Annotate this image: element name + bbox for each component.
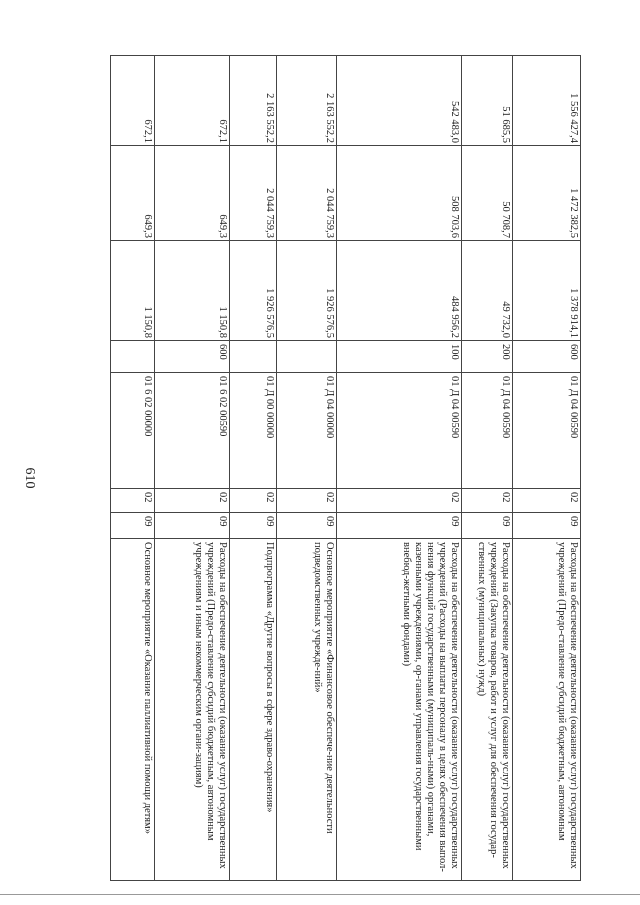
table-cell-row-name [110, 538, 155, 881]
table-cell-value-2023 [276, 240, 337, 341]
table-cell-pr-code [336, 488, 462, 513]
cell-text: 09 [142, 516, 153, 527]
cell-text: 1 926 576,5 [324, 288, 335, 338]
table-cell-gr-code [512, 512, 581, 539]
cell-text: 600 [568, 344, 579, 360]
cell-text: 2 163 552,2 [324, 93, 335, 143]
table-cell-pr-code [229, 488, 277, 513]
cell-text: 600 [217, 344, 228, 360]
cell-text: 01 Д 04 00590 [500, 376, 511, 439]
cell-text: 01 Д 04 00590 [449, 376, 460, 439]
table-cell-row-name [276, 538, 337, 881]
cell-text: 51 685,5 [500, 106, 511, 143]
cell-text: 672,1 [142, 119, 153, 143]
table-cell-value-2023 [229, 240, 277, 341]
table-cell-value-2024 [110, 145, 155, 241]
table-cell-value-2024 [512, 145, 581, 241]
table-cell-pr-code [512, 488, 581, 513]
cell-text: 02 [142, 492, 153, 503]
table-cell-value-2023 [154, 240, 230, 341]
table-cell-csr-code [229, 372, 277, 489]
cell-text: 09 [264, 516, 275, 527]
table-cell-value-2025 [276, 55, 337, 146]
table-cell-value-2024 [461, 145, 513, 241]
cell-text: 02 [264, 492, 275, 503]
cell-text: 09 [568, 516, 579, 527]
cell-text: 09 [217, 516, 228, 527]
cell-text: 1 556 427,4 [568, 93, 579, 143]
cell-text: 1 926 576,5 [264, 288, 275, 338]
cell-text: 02 [568, 492, 579, 503]
table-cell-csr-code [512, 372, 581, 489]
table-cell-csr-code [276, 372, 337, 489]
cell-text: 2 044 759,3 [264, 188, 275, 238]
table-cell-value-2024 [154, 145, 230, 241]
cell-text: 01 Д 04 00000 [324, 376, 335, 439]
cell-text: Расходы на обеспечение деятельности (оказание услуг) государственных учреждений (Закупка товаров, работ и услуг для обеспечения государ-ственных (муниципальных) нужд) [476, 542, 511, 869]
cell-text: 1 150,8 [142, 306, 153, 338]
table-cell-value-2025 [154, 55, 230, 146]
table-cell-row-name [512, 538, 581, 881]
cell-text: 02 [217, 492, 228, 503]
table-cell-value-2023 [336, 240, 462, 341]
cell-text: 649,3 [142, 214, 153, 238]
table-cell-row-name [461, 538, 513, 881]
cell-text: 02 [324, 492, 335, 503]
cell-text: Расходы на обеспечение деятельности (оказание услуг) государственных учреждений (Предо-ставление субсидий бюджетным, автономным [556, 542, 579, 869]
table-cell-value-2023 [110, 240, 155, 341]
cell-text: 1 472 382,5 [568, 188, 579, 238]
table-cell-value-2025 [336, 55, 462, 146]
table-cell-csr-code [461, 372, 513, 489]
table-cell-vr-code [512, 340, 581, 373]
cell-text: 49 732,0 [500, 301, 511, 338]
bottom-rule [0, 894, 640, 895]
table-cell-value-2025 [229, 55, 277, 146]
cell-text: 2 163 552,2 [264, 93, 275, 143]
cell-text: 542 483,0 [449, 101, 460, 143]
cell-text: 02 [500, 492, 511, 503]
cell-text: 508 703,6 [449, 196, 460, 238]
cell-text: 649,3 [217, 214, 228, 238]
cell-text: 100 [449, 344, 460, 360]
cell-text: 2 044 759,3 [324, 188, 335, 238]
table-cell-gr-code [229, 512, 277, 539]
table-cell-value-2024 [229, 145, 277, 241]
cell-text: 01 6 02 00590 [217, 376, 228, 437]
cell-text: 01 Д 04 00590 [568, 376, 579, 439]
table-cell-pr-code [461, 488, 513, 513]
cell-text: 01 Д 00 00000 [264, 376, 275, 439]
cell-text: Подпрограмма «Другие вопросы в сфере здраво-охранения» [264, 542, 275, 813]
cell-text: 09 [500, 516, 511, 527]
page-number: 610 [22, 467, 37, 489]
cell-text: 484 956,2 [449, 296, 460, 338]
table-cell-gr-code [276, 512, 337, 539]
table-cell-row-name [336, 538, 462, 881]
cell-text: Основное мероприятие «Оказание паллиативной помощи детям» [142, 542, 153, 834]
cell-text: 200 [500, 344, 511, 360]
cell-text: 01 6 02 00000 [142, 376, 153, 437]
cell-text: 09 [324, 516, 335, 527]
cell-text: 02 [449, 492, 460, 503]
cell-text: 09 [449, 516, 460, 527]
cell-text: 50 708,7 [500, 201, 511, 238]
table-cell-vr-code [229, 340, 277, 373]
table-cell-vr-code [336, 340, 462, 373]
table-cell-value-2024 [276, 145, 337, 241]
table-cell-vr-code [461, 340, 513, 373]
table-cell-value-2025 [110, 55, 155, 146]
table-cell-gr-code [336, 512, 462, 539]
table-cell-value-2023 [512, 240, 581, 341]
cell-text: 1 150,8 [217, 306, 228, 338]
table-cell-csr-code [110, 372, 155, 489]
cell-text [111, 341, 155, 373]
table-cell-row-name [229, 538, 277, 881]
cell-text: Расходы на обеспечение деятельности (оказание услуг) государственных учреждений (Предо-ставление субсидий бюджетным, автономным учреждениям и иным некоммерческим органи-зациям) [193, 542, 228, 869]
table-cell-vr-code [276, 340, 337, 373]
cell-text: 1 378 914,1 [568, 288, 579, 338]
table-cell-pr-code [154, 488, 230, 513]
table-cell-pr-code [110, 488, 155, 513]
table-cell-value-2025 [461, 55, 513, 146]
table-cell-csr-code [336, 372, 462, 489]
cell-text: Расходы на обеспечение деятельности (оказание услуг) государственных учреждений (Расходы на выплаты персоналу в целях обеспечения выпол-нения функций государственными (муниципаль-ными) органами, казенными учреждениями, ор-ганами управления государственными внебюд-жетными фондами) [401, 542, 460, 872]
cell-text [277, 341, 337, 373]
cell-text [230, 341, 277, 373]
table-cell-value-2024 [336, 145, 462, 241]
table-cell-csr-code [154, 372, 230, 489]
table-cell-gr-code [154, 512, 230, 539]
table-cell-row-name [154, 538, 230, 881]
table-cell-value-2025 [512, 55, 581, 146]
table-cell-pr-code [276, 488, 337, 513]
table-cell-vr-code [154, 340, 230, 373]
cell-text: Основное мероприятие «Финансовое обеспече-ние деятельности подведомственных учрежде-ний» [312, 542, 335, 834]
table-cell-gr-code [461, 512, 513, 539]
table-cell-gr-code [110, 512, 155, 539]
table-cell-vr-code [110, 340, 155, 373]
cell-text: 672,1 [217, 119, 228, 143]
table-cell-value-2023 [461, 240, 513, 341]
